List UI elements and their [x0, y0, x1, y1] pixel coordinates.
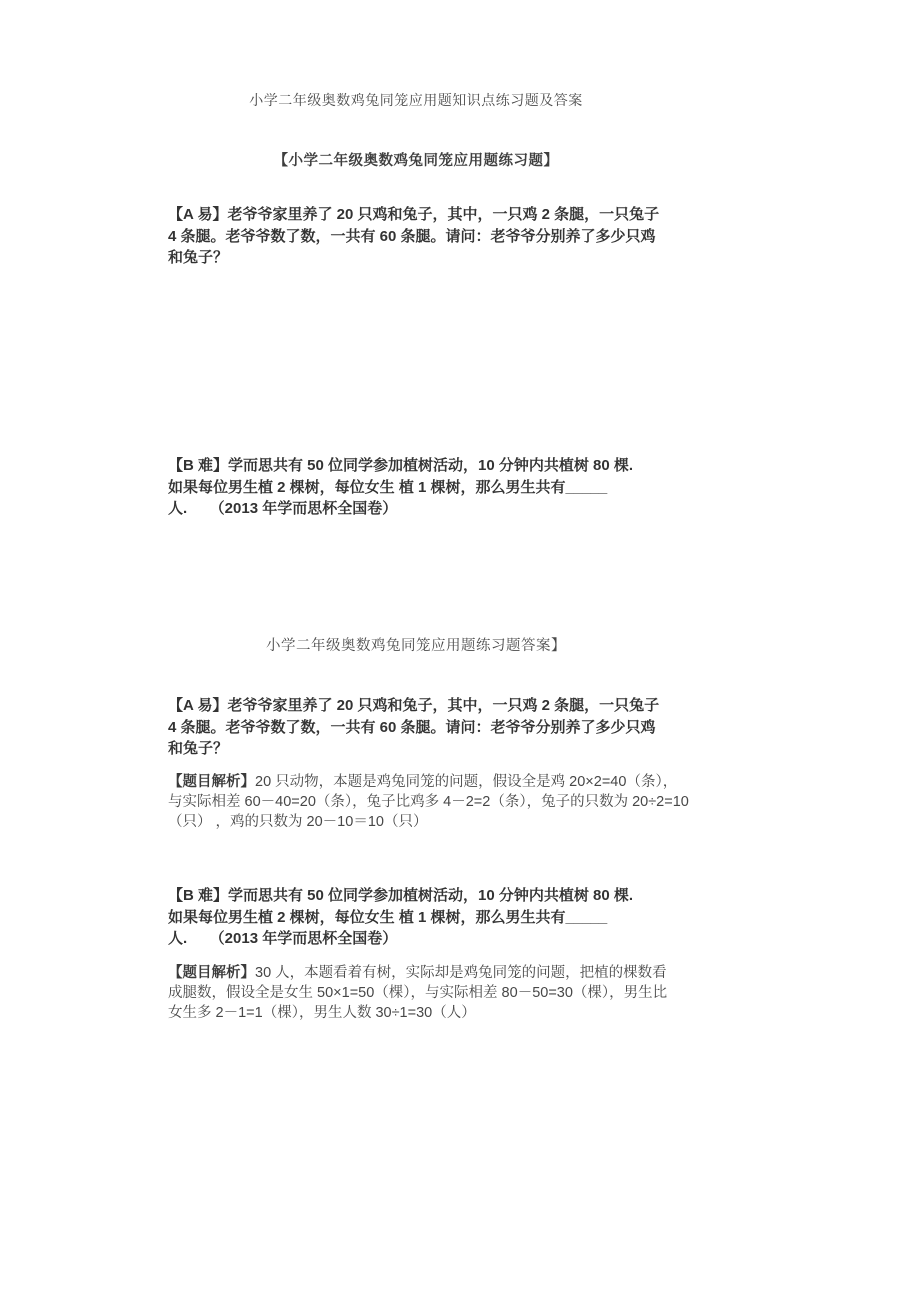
problem-a-line-1: 【A 易】老爷爷家里养了 20 只鸡和兔子，其中，一只鸡 2 条腿，一只兔子: [168, 206, 660, 223]
analysis-b-line-2: 成腿数，假设全是女生 50×1=50（棵），与实际相差 80－50=30（棵），男生比: [168, 985, 668, 1001]
answers-problem-b-line-2: 如果每位男生植 2 棵树，每位女生 植 1 棵树，那么男生共有_____: [168, 908, 608, 926]
analysis-b-line-1: [168, 963, 720, 983]
problem-b-line-1: 【B 难】学而思共有 50 位同学参加植树活动，10 分钟内共植树 80 棵.: [168, 457, 634, 474]
analysis-b-label: 【题目解析】: [168, 965, 255, 981]
answers-problem-b-line-3: 人. （2013 年学而思杯全国卷）: [168, 930, 398, 947]
answers-analysis-a: [168, 772, 720, 832]
analysis-b-line-3: 女生多 2－1=1（棵），男生人数 30÷1=30（人）: [168, 1005, 476, 1021]
analysis-b-text-1: 30 人，本题看着有树，实际却是鸡兔同笼的问题，把植的棵数看: [255, 965, 667, 981]
problem-b-line-2: 如果每位男生植 2 棵树，每位女生 植 1 棵树，那么男生共有_____: [168, 478, 608, 496]
answers-problem-a-line-2: 4 条腿。老爷爷数了数，一共有 60 条腿。请问：老爷爷分别养了多少只鸡: [168, 718, 656, 736]
analysis-a-line-1: [168, 772, 720, 792]
problem-b-line-3: 人. （2013 年学而思杯全国卷）: [168, 500, 398, 517]
problem-a-line-2: 4 条腿。老爷爷数了数，一共有 60 条腿。请问：老爷爷分别养了多少只鸡: [168, 227, 656, 245]
answers-problem-b-line-1: 【B 难】学而思共有 50 位同学参加植树活动，10 分钟内共植树 80 棵.: [168, 887, 634, 904]
answers-analysis-b: [168, 963, 720, 1023]
answers-problem-a-line-3: 和兔子？: [168, 740, 229, 757]
practice-problem-b: [168, 455, 716, 520]
analysis-a-label: 【题目解析】: [168, 774, 255, 790]
problem-a-line-3: 和兔子？: [168, 249, 229, 266]
answers-problem-b: [168, 885, 716, 950]
analysis-a-line-3: （只） ，鸡的只数为 20－10＝10（只）: [168, 814, 428, 830]
practice-problem-a: [168, 204, 716, 269]
analysis-a-line-2: 与实际相差 60－40=20（条），兔子比鸡多 4－2=2（条），兔子的只数为 20÷2=10: [168, 794, 689, 810]
answers-problem-a: [168, 695, 716, 760]
answers-section-heading: 小学二年级奥数鸡兔同笼应用题练习题答案】: [266, 638, 566, 654]
practice-section-heading: 【小学二年级奥数鸡兔同笼应用题练习题】: [273, 153, 559, 169]
answers-problem-a-line-1: 【A 易】老爷爷家里养了 20 只鸡和兔子，其中，一只鸡 2 条腿，一只兔子: [168, 697, 660, 714]
document-title: 小学二年级奥数鸡兔同笼应用题知识点练习题及答案: [249, 94, 583, 109]
analysis-a-text-1: 20 只动物，本题是鸡兔同笼的问题，假设全是鸡 20×2=40（条），: [255, 774, 678, 790]
